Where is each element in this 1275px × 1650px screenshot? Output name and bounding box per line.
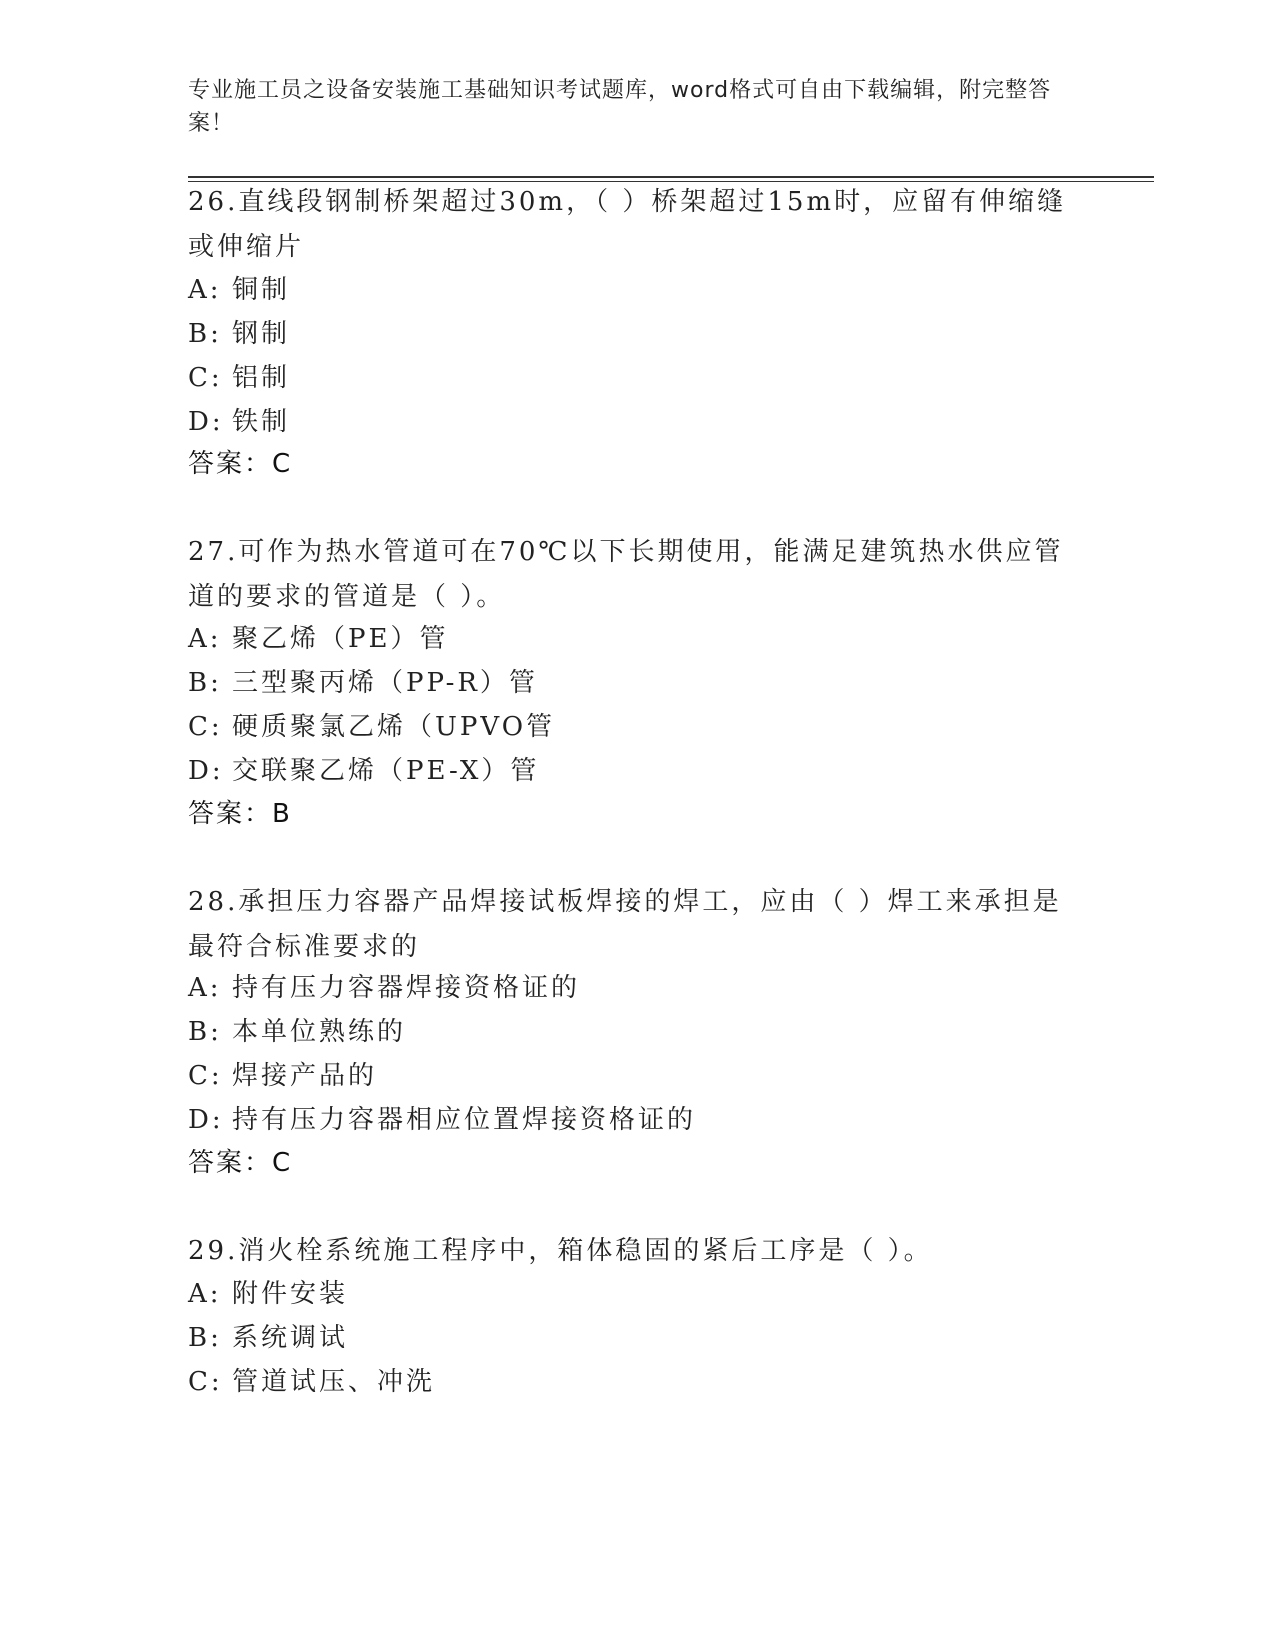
answer-line: 答案：B xyxy=(188,799,292,829)
option-key: D: xyxy=(188,407,224,437)
option-item xyxy=(188,400,290,445)
option-key: A: xyxy=(188,973,222,1003)
option-item xyxy=(188,1272,348,1317)
document-header: 专业施工员之设备安装施工基础知识考试题库，word格式可自由下载编辑，附完整答案！ xyxy=(188,78,1052,136)
option-item xyxy=(188,705,555,750)
question-stem: 28.承担压力容器产品焊接试板焊接的焊工，应由（ ）焊工来承担是最符合标准要求的 xyxy=(188,887,1062,962)
option-key: C: xyxy=(188,363,223,393)
option-key: B: xyxy=(188,668,222,698)
option-key: A: xyxy=(188,1279,222,1309)
option-key: C: xyxy=(188,712,223,742)
option-text: 铜制 xyxy=(232,275,291,305)
option-item xyxy=(188,661,538,706)
question-stem: 27.可作为热水管道可在70℃以下长期使用，能满足建筑热水供应管道的要求的管道是（ ）。 xyxy=(188,537,1064,612)
option-key: C: xyxy=(188,1367,223,1397)
option-text: 持有压力容器焊接资格证的 xyxy=(232,973,581,1003)
option-item xyxy=(188,1360,435,1405)
option-text: 钢制 xyxy=(232,319,291,349)
option-text: 三型聚丙烯（PP-R）管 xyxy=(232,668,538,698)
option-item xyxy=(188,312,290,357)
option-text: 硬质聚氯乙烯（UPVO管 xyxy=(232,712,556,742)
option-item xyxy=(188,268,290,313)
option-text: 附件安装 xyxy=(232,1279,349,1309)
answer-line: 答案：C xyxy=(188,449,293,479)
question-stem: 29.消火栓系统施工程序中，箱体稳固的紧后工序是（ ）。 xyxy=(188,1236,933,1266)
answer-line: 答案：C xyxy=(188,1148,293,1178)
option-key: B: xyxy=(188,1017,222,1047)
option-item xyxy=(188,1054,377,1099)
option-text: 管道试压、冲洗 xyxy=(232,1367,436,1397)
option-text: 聚乙烯（PE）管 xyxy=(232,624,449,654)
option-key: D: xyxy=(188,1105,224,1135)
option-item xyxy=(188,966,580,1011)
option-text: 系统调试 xyxy=(232,1323,349,1353)
option-item xyxy=(188,749,539,794)
option-text: 持有压力容器相应位置焊接资格证的 xyxy=(232,1105,697,1135)
option-key: D: xyxy=(188,756,224,786)
option-item xyxy=(188,1098,696,1143)
option-text: 铁制 xyxy=(232,407,291,437)
option-item xyxy=(188,617,448,662)
option-item xyxy=(188,356,290,401)
option-text: 铝制 xyxy=(232,363,291,393)
option-item xyxy=(188,1010,406,1055)
option-item xyxy=(188,1316,348,1361)
option-key: C: xyxy=(188,1061,223,1091)
option-text: 本单位熟练的 xyxy=(232,1017,407,1047)
option-key: A: xyxy=(188,275,222,305)
question-stem: 26.直线段钢制桥架超过30m，（ ）桥架超过15m时，应留有伸缩缝或伸缩片 xyxy=(188,187,1067,262)
header-divider-thick xyxy=(188,176,1154,178)
option-text: 焊接产品的 xyxy=(232,1061,378,1091)
option-text: 交联聚乙烯（PE-X）管 xyxy=(232,756,540,786)
option-key: B: xyxy=(188,319,222,349)
option-key: A: xyxy=(188,624,222,654)
option-key: B: xyxy=(188,1323,222,1353)
